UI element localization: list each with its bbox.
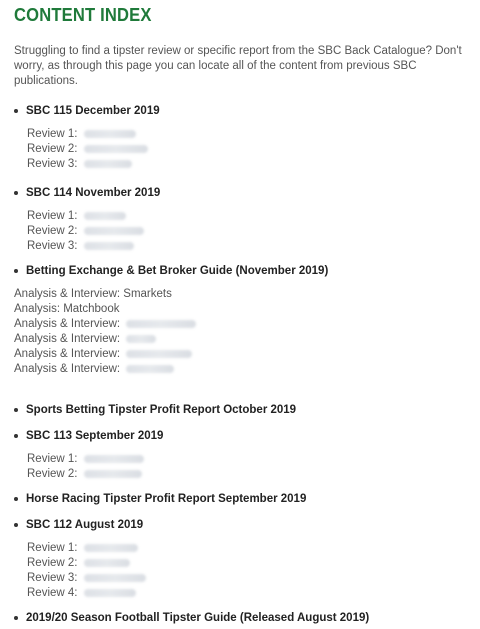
bullet-icon — [14, 408, 18, 412]
section-heading[interactable] — [14, 610, 466, 626]
redacted-value — [126, 365, 174, 373]
redacted-value — [84, 160, 132, 168]
section-sports-betting-report — [14, 402, 466, 418]
redacted-value — [126, 335, 156, 343]
bullet-icon — [14, 269, 18, 273]
section-heading[interactable] — [14, 491, 466, 507]
section-sbc-113 — [14, 428, 466, 481]
bullet-icon — [14, 497, 18, 501]
bullet-icon — [14, 616, 18, 620]
redacted-value — [126, 350, 192, 358]
list-item[interactable] — [27, 540, 466, 555]
item-label: Review 4: — [27, 586, 78, 599]
intro-text: Struggling to find a tipster review or specific report from the SBC Back Catalogue? Don't worry, as through this page you can locate all of the content from previous SBC publications. — [14, 45, 462, 87]
list-item[interactable] — [14, 301, 466, 316]
list-item[interactable] — [27, 126, 466, 141]
redacted-value — [84, 470, 142, 478]
redacted-value — [84, 212, 126, 220]
list-item[interactable] — [14, 316, 466, 331]
list-item[interactable] — [27, 570, 466, 585]
item-label: Analysis & Interview: — [14, 317, 121, 330]
item-label: Analysis: Matchbook — [14, 302, 120, 315]
list-item[interactable] — [27, 451, 466, 466]
item-label: Review 2: — [27, 142, 78, 155]
list-item[interactable] — [14, 361, 466, 376]
bullet-icon — [14, 191, 18, 195]
list-item[interactable] — [27, 156, 466, 171]
list-item[interactable] — [27, 555, 466, 570]
redacted-value — [126, 320, 196, 328]
item-label: Review 1: — [27, 127, 78, 140]
redacted-value — [84, 242, 134, 250]
list-item[interactable] — [27, 466, 466, 481]
section-heading[interactable] — [14, 263, 466, 279]
bullet-icon — [14, 434, 18, 438]
redacted-value — [84, 227, 144, 235]
section-sbc-115 — [14, 103, 466, 171]
list-item[interactable] — [27, 585, 466, 600]
section-heading-text: Horse Racing Tipster Profit Report September 2019 — [26, 493, 307, 505]
section-heading-text: SBC 112 August 2019 — [26, 519, 144, 531]
list-item[interactable] — [27, 208, 466, 223]
item-label: Review 3: — [27, 571, 78, 584]
redacted-value — [84, 130, 136, 138]
page-title: CONTENT INDEX — [14, 5, 152, 25]
section-heading-text: Sports Betting Tipster Profit Report October 2019 — [26, 404, 297, 416]
redacted-value — [84, 574, 146, 582]
section-heading-text: SBC 114 November 2019 — [26, 187, 161, 199]
section-heading-text: 2019/20 Season Football Tipster Guide (Released August 2019) — [26, 612, 370, 624]
section-horse-racing-report — [14, 491, 466, 507]
list-item[interactable] — [14, 346, 466, 361]
list-item[interactable] — [27, 141, 466, 156]
item-label: Review 1: — [27, 452, 78, 465]
redacted-value — [84, 559, 130, 567]
redacted-value — [84, 544, 138, 552]
item-label: Review 3: — [27, 239, 78, 252]
section-sbc-114 — [14, 185, 466, 253]
redacted-value — [84, 455, 144, 463]
section-heading[interactable] — [14, 402, 466, 418]
item-label: Analysis & Interview: — [14, 332, 121, 345]
list-item[interactable] — [27, 238, 466, 253]
item-label: Analysis & Interview: Smarkets — [14, 287, 172, 300]
list-item[interactable] — [14, 331, 466, 346]
section-heading[interactable] — [14, 428, 466, 444]
redacted-value — [84, 145, 148, 153]
item-label: Review 2: — [27, 467, 78, 480]
item-label: Review 2: — [27, 224, 78, 237]
item-label: Review 3: — [27, 157, 78, 170]
section-football-tipster-guide — [14, 610, 466, 626]
section-heading-text: Betting Exchange & Bet Broker Guide (November 2019) — [26, 265, 329, 277]
section-betting-exchange-guide — [14, 263, 466, 376]
list-item[interactable] — [14, 286, 466, 301]
bullet-icon — [14, 109, 18, 113]
section-sbc-112 — [14, 517, 466, 600]
section-heading-text: SBC 115 December 2019 — [26, 105, 160, 117]
section-heading[interactable] — [14, 185, 466, 201]
item-label: Review 2: — [27, 556, 78, 569]
bullet-icon — [14, 523, 18, 527]
redacted-value — [84, 589, 136, 597]
section-heading[interactable] — [14, 103, 466, 119]
section-heading-text: SBC 113 September 2019 — [26, 430, 164, 442]
item-label: Review 1: — [27, 209, 78, 222]
section-heading[interactable] — [14, 517, 466, 533]
item-label: Review 1: — [27, 541, 78, 554]
list-item[interactable] — [27, 223, 466, 238]
item-label: Analysis & Interview: — [14, 362, 121, 375]
item-label: Analysis & Interview: — [14, 347, 121, 360]
